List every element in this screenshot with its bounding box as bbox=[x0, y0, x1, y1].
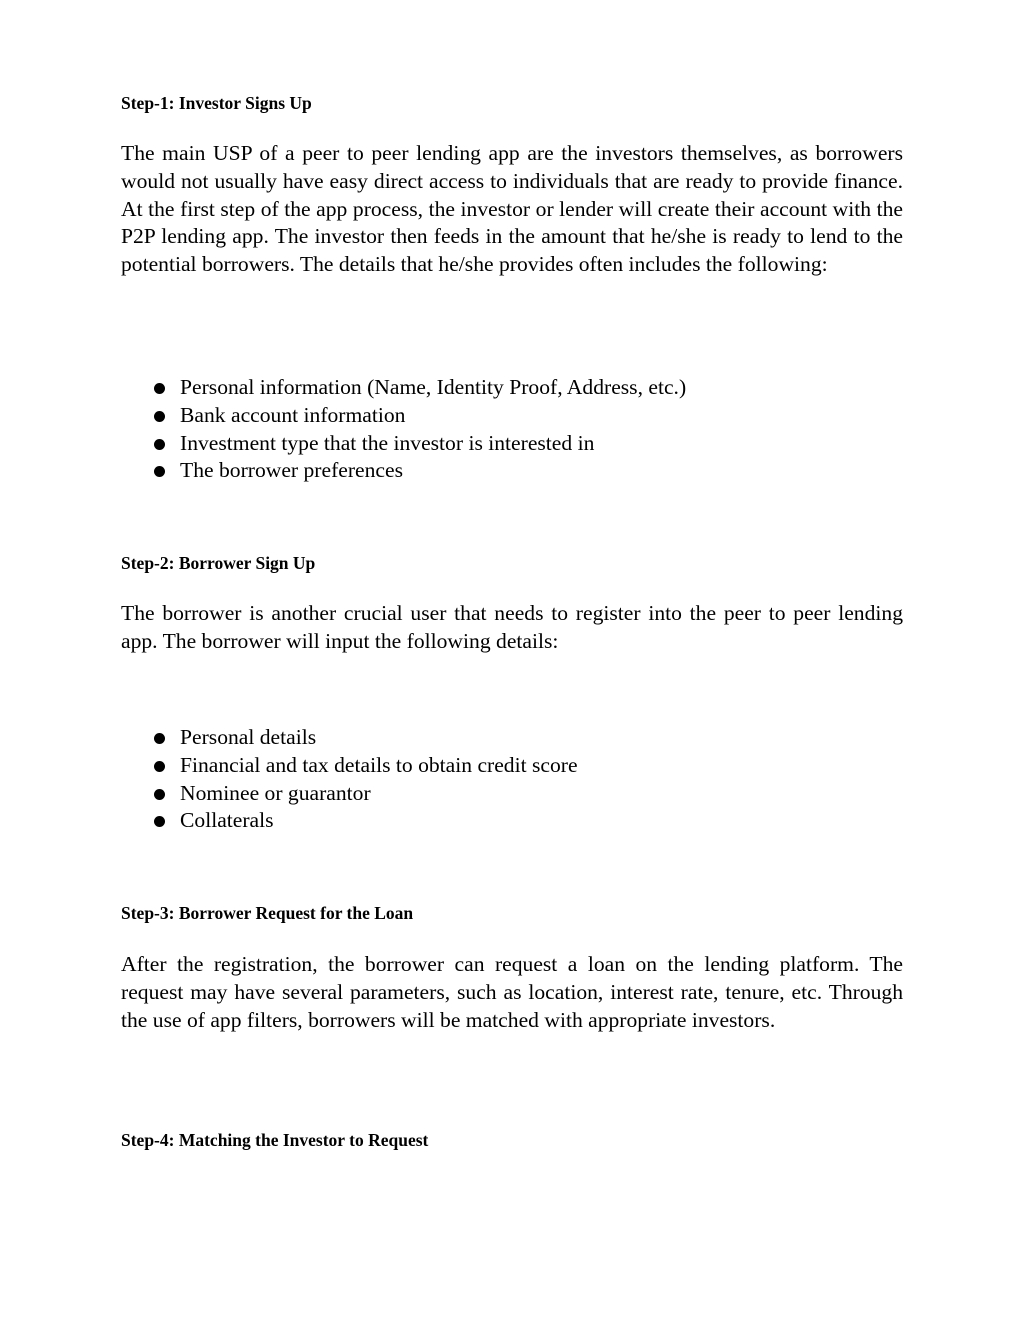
bullet-icon bbox=[154, 411, 165, 422]
list-item-text: Bank account information bbox=[180, 402, 406, 427]
bullet-list-step-2 bbox=[121, 724, 903, 835]
section-paragraph-step-2: The borrower is another crucial user that needs to register into the peer to peer lending app. The borrower will input the following details: bbox=[121, 601, 903, 653]
section-heading-step-3: Step-3: Borrower Request for the Loan bbox=[121, 903, 414, 923]
list-item bbox=[121, 457, 903, 485]
list-item bbox=[121, 374, 903, 402]
list-item bbox=[121, 430, 903, 458]
bullet-icon bbox=[154, 439, 165, 450]
section-heading-step-4: Step-4: Matching the Investor to Request bbox=[121, 1130, 429, 1150]
list-item-text: Investment type that the investor is interested in bbox=[180, 430, 595, 455]
bullet-icon bbox=[154, 816, 165, 827]
bullet-icon bbox=[154, 383, 165, 394]
bullet-icon bbox=[154, 733, 165, 744]
list-item-text: Personal details bbox=[180, 725, 317, 749]
list-item bbox=[121, 402, 903, 430]
section-heading-step-2: Step-2: Borrower Sign Up bbox=[121, 553, 316, 573]
list-item bbox=[121, 724, 903, 752]
list-item-text: Collaterals bbox=[180, 808, 274, 833]
section-paragraph-step-1: The main USP of a peer to peer lending app are the investors themselves, as borrowers would not usually have easy direct access to individuals that are ready to provide finance. At the first step of the app process, the investor or lender will create their account with the P2P lending app. The investor then feeds in the amount that he/she is ready to lend to the potential borrowers. The details that he/she provides often includes the following: bbox=[121, 141, 903, 277]
list-item-text: Personal information (Name, Identity Proof, Address, etc.) bbox=[180, 375, 687, 399]
section-heading-step-1: Step-1: Investor Signs Up bbox=[121, 93, 312, 113]
list-item-text: The borrower preferences bbox=[180, 458, 404, 483]
list-item bbox=[121, 780, 903, 808]
list-item-text: Nominee or guarantor bbox=[180, 780, 371, 805]
list-item bbox=[121, 807, 903, 835]
bullet-list-step-1 bbox=[121, 374, 903, 485]
section-paragraph-step-3: After the registration, the borrower can request a loan on the lending platform. The request may have several parameters, such as location, interest rate, tenure, etc. Through the use of app filters, borrowers will be matched with appropriate investors. bbox=[121, 952, 903, 1032]
list-item bbox=[121, 752, 903, 780]
bullet-icon bbox=[154, 466, 165, 477]
bullet-icon bbox=[154, 789, 165, 800]
list-item-text: Financial and tax details to obtain credit score bbox=[180, 752, 578, 777]
bullet-icon bbox=[154, 761, 165, 772]
